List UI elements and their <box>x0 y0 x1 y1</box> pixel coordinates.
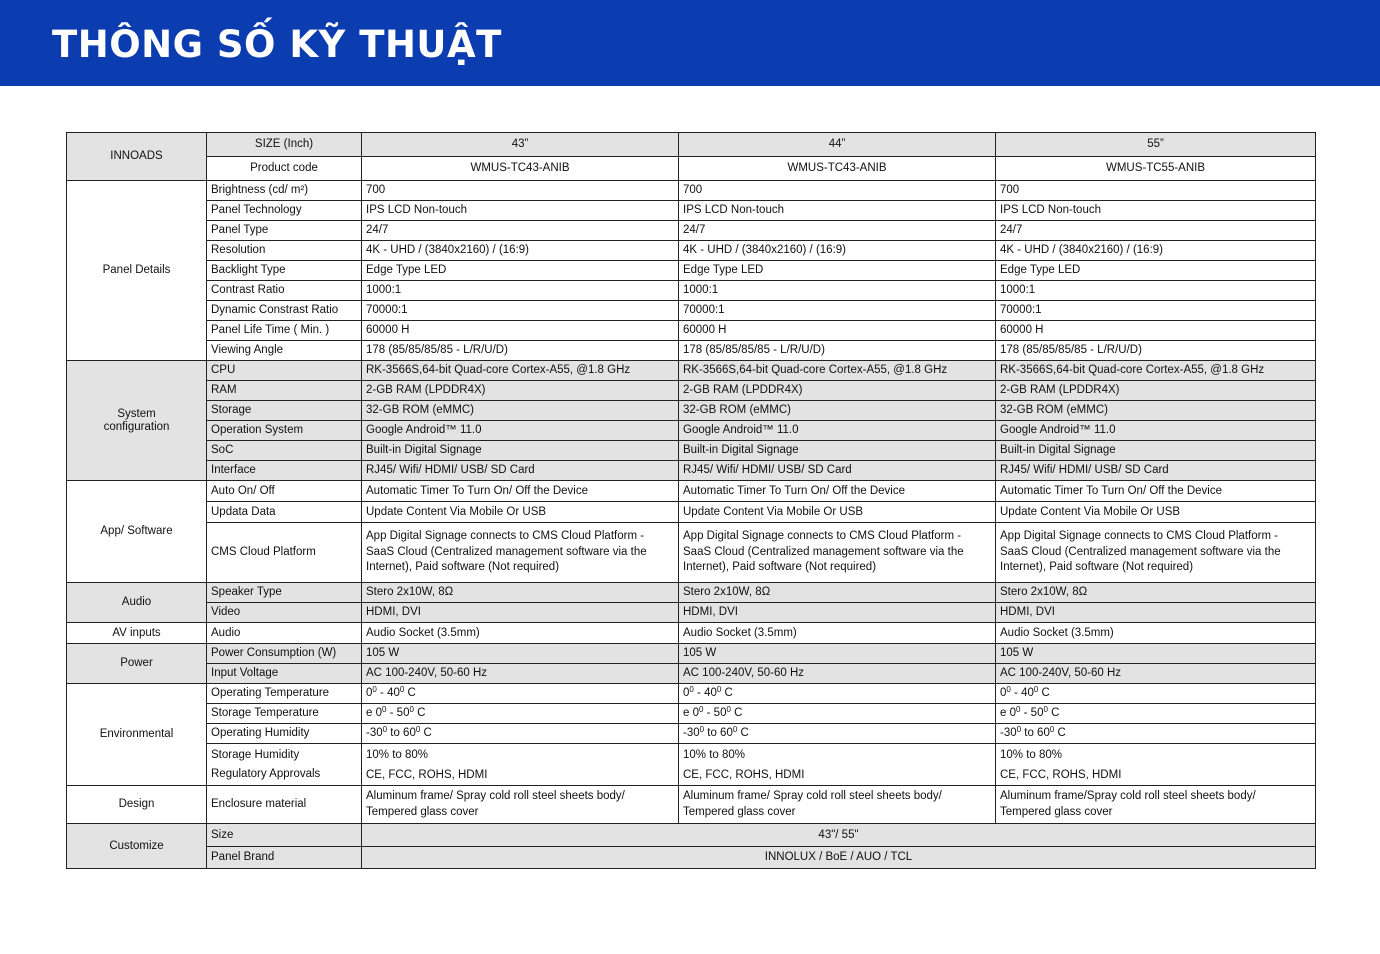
value-part: -30 <box>1000 727 1017 739</box>
cell-pair <box>996 744 1316 786</box>
row-label: Operating Temperature <box>207 684 362 704</box>
cell-cms <box>362 523 679 583</box>
cms-line: SaaS Cloud (Centralized management software via the <box>1000 545 1281 558</box>
cell: Update Content Via Mobile Or USB <box>996 502 1316 523</box>
cell: 1000:1 <box>996 281 1316 301</box>
cell: 24/7 <box>362 221 679 241</box>
degree-mark: 0 <box>1043 705 1048 714</box>
value-part: - 40 <box>693 687 717 699</box>
cms-line: Internet), Paid software (Not required) <box>366 561 560 574</box>
value-part: C <box>413 707 426 719</box>
table-row <box>67 421 1316 441</box>
cell: Audio Socket (3.5mm) <box>996 623 1316 644</box>
cell: 10% to 80% <box>1000 748 1063 761</box>
cell: Stero 2x10W, 8Ω <box>362 583 679 603</box>
cell: HDMI, DVI <box>679 603 996 623</box>
cell: 1000:1 <box>362 281 679 301</box>
cell-line: Aluminum frame/ Spray cold roll steel sheets body/ <box>683 790 942 802</box>
cell: 700 <box>996 181 1316 201</box>
value-part: to 60 <box>1021 727 1050 739</box>
cell: AC 100-240V, 50-60 Hz <box>362 664 679 684</box>
table-row <box>67 301 1316 321</box>
cms-line: App Digital Signage connects to CMS Cloud Platform - <box>366 530 645 543</box>
row-label: Size <box>207 824 362 847</box>
cell <box>362 724 679 744</box>
row-label: CMS Cloud Platform <box>207 523 362 583</box>
cms-line: App Digital Signage connects to CMS Cloud Platform - <box>1000 530 1279 543</box>
row-label: Storage Temperature <box>207 704 362 724</box>
table-row <box>67 381 1316 401</box>
value-part: -30 <box>366 727 383 739</box>
table-row <box>67 684 1316 704</box>
value-part: C <box>1047 707 1060 719</box>
row-label: Panel Brand <box>207 847 362 869</box>
cell: CE, FCC, ROHS, HDMI <box>1000 768 1122 781</box>
cell: IPS LCD Non-touch <box>996 201 1316 221</box>
table-row <box>67 664 1316 684</box>
degree-mark: 0 <box>726 705 731 714</box>
category-system-configuration <box>67 361 207 481</box>
row-label: Enclosure material <box>207 786 362 824</box>
row-label: Updata Data <box>207 502 362 523</box>
cell: RK-3566S,64-bit Quad-core Cortex-A55, @1.8 GHz <box>679 361 996 381</box>
row-label: Contrast Ratio <box>207 281 362 301</box>
cell <box>679 724 996 744</box>
value-part: - 50 <box>703 707 727 719</box>
cell: 10% to 80% <box>683 748 746 761</box>
cell <box>996 684 1316 704</box>
table-row <box>67 502 1316 523</box>
cell: 32-GB ROM (eMMC) <box>679 401 996 421</box>
table-row <box>67 644 1316 664</box>
cell: 70000:1 <box>362 301 679 321</box>
cell: RK-3566S,64-bit Quad-core Cortex-A55, @1.8 GHz <box>362 361 679 381</box>
cell: Google Android™ 11.0 <box>362 421 679 441</box>
table-row <box>67 241 1316 261</box>
size-55: 55” <box>996 133 1316 157</box>
product-code: WMUS-TC43-ANIB <box>679 157 996 181</box>
category-line: System <box>117 407 156 420</box>
row-label: Dynamic Constrast Ratio <box>207 301 362 321</box>
row-label: Storage Humidity <box>211 748 300 761</box>
row-label: CPU <box>207 361 362 381</box>
degree-mark: 0 <box>689 685 694 694</box>
cell: Stero 2x10W, 8Ω <box>996 583 1316 603</box>
cell: 70000:1 <box>996 301 1316 321</box>
cell: 32-GB ROM (eMMC) <box>362 401 679 421</box>
cms-line: SaaS Cloud (Centralized management software via the <box>683 545 964 558</box>
table-row <box>67 261 1316 281</box>
cell: 1000:1 <box>679 281 996 301</box>
value-part: C <box>737 727 749 739</box>
cell-cms <box>679 523 996 583</box>
cell: 105 W <box>679 644 996 664</box>
table-row <box>67 281 1316 301</box>
table-row <box>67 704 1316 724</box>
table-header-row <box>67 133 1316 157</box>
table-row <box>67 481 1316 502</box>
table-row <box>67 401 1316 421</box>
table-row <box>67 321 1316 341</box>
row-label: Panel Technology <box>207 201 362 221</box>
cell: Edge Type LED <box>996 261 1316 281</box>
cell: IPS LCD Non-touch <box>362 201 679 221</box>
row-label: Operating Humidity <box>207 724 362 744</box>
cell: Update Content Via Mobile Or USB <box>679 502 996 523</box>
category-panel-details: Panel Details <box>67 181 207 361</box>
cell-pair <box>679 744 996 786</box>
cms-line: SaaS Cloud (Centralized management software via the <box>366 545 647 558</box>
cell: 4K - UHD / (3840x2160) / (16:9) <box>362 241 679 261</box>
category-line: configuration <box>103 420 170 433</box>
row-label: SoC <box>207 441 362 461</box>
row-label: Storage <box>207 401 362 421</box>
value-part: to 60 <box>387 727 416 739</box>
cell: Audio Socket (3.5mm) <box>362 623 679 644</box>
value-part: e 0 <box>1000 707 1016 719</box>
row-label: Interface <box>207 461 362 481</box>
value-part: C <box>730 707 743 719</box>
cell: 24/7 <box>679 221 996 241</box>
table-row <box>67 824 1316 847</box>
row-label: Input Voltage <box>207 664 362 684</box>
cell <box>679 704 996 724</box>
degree-mark: 0 <box>399 685 405 694</box>
cell: IPS LCD Non-touch <box>679 201 996 221</box>
cell-cms <box>996 523 1316 583</box>
value-part: e 0 <box>366 707 382 719</box>
cell-merged: INNOLUX / BoE / AUO / TCL <box>362 847 1316 869</box>
cell: Built-in Digital Signage <box>362 441 679 461</box>
degree-mark: 0 <box>699 705 704 714</box>
row-label: Audio <box>207 623 362 644</box>
cell <box>362 704 679 724</box>
cms-line: Internet), Paid software (Not required) <box>683 561 877 574</box>
degree-mark: 0 <box>1016 725 1022 734</box>
cell <box>996 786 1316 824</box>
table-row <box>67 786 1316 824</box>
value-part: - 40 <box>376 687 400 699</box>
row-label: RAM <box>207 381 362 401</box>
row-label-pair <box>207 744 362 786</box>
degree-mark: 0 <box>382 725 388 734</box>
table-row <box>67 181 1316 201</box>
value-part: 0 <box>366 687 373 699</box>
cell: 178 (85/85/85/85 - L/R/U/D) <box>996 341 1316 361</box>
page-title: THÔNG SỐ KỸ THUẬT <box>52 23 502 66</box>
value-part: - 50 <box>1020 707 1044 719</box>
table-row <box>67 201 1316 221</box>
size-44: 44” <box>679 133 996 157</box>
table-row <box>67 361 1316 381</box>
table-row <box>67 157 1316 181</box>
cell: Update Content Via Mobile Or USB <box>362 502 679 523</box>
table-row <box>67 724 1316 744</box>
cell <box>362 786 679 824</box>
cell-line: Tempered glass cover <box>1000 805 1113 818</box>
value-part: C <box>404 687 416 699</box>
cell: 4K - UHD / (3840x2160) / (16:9) <box>996 241 1316 261</box>
table-row <box>67 744 1316 786</box>
degree-mark: 0 <box>1049 725 1055 734</box>
table-row <box>67 461 1316 481</box>
value-part: e 0 <box>683 707 699 719</box>
cell: 10% to 80% <box>366 748 429 761</box>
cell: 60000 H <box>362 321 679 341</box>
cell: Google Android™ 11.0 <box>679 421 996 441</box>
degree-mark: 0 <box>1016 705 1021 714</box>
value-part: 0 <box>1000 687 1007 699</box>
degree-mark: 0 <box>415 725 421 734</box>
brand-cell: INNOADS <box>67 133 207 181</box>
cell: 105 W <box>996 644 1316 664</box>
cell: Automatic Timer To Turn On/ Off the Device <box>362 481 679 502</box>
cell: AC 100-240V, 50-60 Hz <box>679 664 996 684</box>
product-code-label: Product code <box>207 157 362 181</box>
value-part: - 50 <box>386 707 410 719</box>
cell: Stero 2x10W, 8Ω <box>679 583 996 603</box>
product-code: WMUS-TC43-ANIB <box>362 157 679 181</box>
product-code: WMUS-TC55-ANIB <box>996 157 1316 181</box>
degree-mark: 0 <box>382 705 387 714</box>
value-part: - 40 <box>1010 687 1034 699</box>
cell-merged: 43"/ 55" <box>362 824 1316 847</box>
degree-mark: 0 <box>732 725 738 734</box>
row-label: Video <box>207 603 362 623</box>
table-row <box>67 441 1316 461</box>
cell: 4K - UHD / (3840x2160) / (16:9) <box>679 241 996 261</box>
row-label: Auto On/ Off <box>207 481 362 502</box>
cell: Built-in Digital Signage <box>996 441 1316 461</box>
cell: Automatic Timer To Turn On/ Off the Device <box>996 481 1316 502</box>
value-part: to 60 <box>704 727 733 739</box>
row-label: Speaker Type <box>207 583 362 603</box>
cell <box>679 786 996 824</box>
cell: 70000:1 <box>679 301 996 321</box>
cell: Edge Type LED <box>362 261 679 281</box>
row-label: Operation System <box>207 421 362 441</box>
size-label: SIZE (Inch) <box>207 133 362 157</box>
category-customize: Customize <box>67 824 207 869</box>
cell: 700 <box>679 181 996 201</box>
table-row <box>67 583 1316 603</box>
cell: HDMI, DVI <box>996 603 1316 623</box>
row-label: Viewing Angle <box>207 341 362 361</box>
cell: 178 (85/85/85/85 - L/R/U/D) <box>362 341 679 361</box>
table-row <box>67 221 1316 241</box>
cell: RK-3566S,64-bit Quad-core Cortex-A55, @1.8 GHz <box>996 361 1316 381</box>
cell: 2-GB RAM (LPDDR4X) <box>362 381 679 401</box>
cell: 105 W <box>362 644 679 664</box>
cell: 24/7 <box>996 221 1316 241</box>
degree-mark: 0 <box>372 685 377 694</box>
row-label: Power Consumption (W) <box>207 644 362 664</box>
degree-mark: 0 <box>716 685 722 694</box>
cell-line: Tempered glass cover <box>366 805 479 818</box>
cell <box>996 724 1316 744</box>
cell-line: Aluminum frame/Spray cold roll steel sheets body/ <box>1000 790 1256 802</box>
table-row <box>67 341 1316 361</box>
row-label: Regulatory Approvals <box>211 767 321 780</box>
value-part: C <box>1038 687 1050 699</box>
row-label: Backlight Type <box>207 261 362 281</box>
cell: CE, FCC, ROHS, HDMI <box>366 768 488 781</box>
cell: 32-GB ROM (eMMC) <box>996 401 1316 421</box>
cell: 2-GB RAM (LPDDR4X) <box>679 381 996 401</box>
cell <box>362 684 679 704</box>
cell: RJ45/ Wifi/ HDMI/ USB/ SD Card <box>362 461 679 481</box>
cell <box>679 684 996 704</box>
cell: CE, FCC, ROHS, HDMI <box>683 768 805 781</box>
value-part: C <box>721 687 733 699</box>
cell: RJ45/ Wifi/ HDMI/ USB/ SD Card <box>996 461 1316 481</box>
value-part: -30 <box>683 727 700 739</box>
cell-line: Aluminum frame/ Spray cold roll steel sheets body/ <box>366 790 625 802</box>
table-row <box>67 623 1316 644</box>
header-banner <box>0 0 1380 86</box>
category-environmental: Environmental <box>67 684 207 786</box>
cell: 700 <box>362 181 679 201</box>
row-label: Panel Life Time ( Min. ) <box>207 321 362 341</box>
category-app-software: App/ Software <box>67 481 207 583</box>
cell: 178 (85/85/85/85 - L/R/U/D) <box>679 341 996 361</box>
cms-line: Internet), Paid software (Not required) <box>1000 561 1194 574</box>
cell: RJ45/ Wifi/ HDMI/ USB/ SD Card <box>679 461 996 481</box>
size-43: 43” <box>362 133 679 157</box>
cell: Built-in Digital Signage <box>679 441 996 461</box>
degree-mark: 0 <box>409 705 414 714</box>
row-label: Resolution <box>207 241 362 261</box>
cell: AC 100-240V, 50-60 Hz <box>996 664 1316 684</box>
row-label: Brightness (cd/ m²) <box>207 181 362 201</box>
degree-mark: 0 <box>699 725 705 734</box>
category-power: Power <box>67 644 207 684</box>
degree-mark: 0 <box>1006 685 1011 694</box>
cell: Google Android™ 11.0 <box>996 421 1316 441</box>
table-row <box>67 847 1316 869</box>
cell: Audio Socket (3.5mm) <box>679 623 996 644</box>
category-design: Design <box>67 786 207 824</box>
cell: Automatic Timer To Turn On/ Off the Device <box>679 481 996 502</box>
cell: Edge Type LED <box>679 261 996 281</box>
value-part: C <box>420 727 432 739</box>
cell <box>996 704 1316 724</box>
table-row <box>67 603 1316 623</box>
category-av-inputs: AV inputs <box>67 623 207 644</box>
row-label: Panel Type <box>207 221 362 241</box>
spec-table <box>66 132 1316 869</box>
table-row <box>67 523 1316 583</box>
cell: 60000 H <box>679 321 996 341</box>
cms-line: App Digital Signage connects to CMS Cloud Platform - <box>683 530 962 543</box>
value-part: C <box>1054 727 1066 739</box>
cell: HDMI, DVI <box>362 603 679 623</box>
category-audio: Audio <box>67 583 207 623</box>
cell: 60000 H <box>996 321 1316 341</box>
cell-pair <box>362 744 679 786</box>
value-part: 0 <box>683 687 690 699</box>
cell-line: Tempered glass cover <box>683 805 796 818</box>
degree-mark: 0 <box>1033 685 1039 694</box>
cell: 2-GB RAM (LPDDR4X) <box>996 381 1316 401</box>
